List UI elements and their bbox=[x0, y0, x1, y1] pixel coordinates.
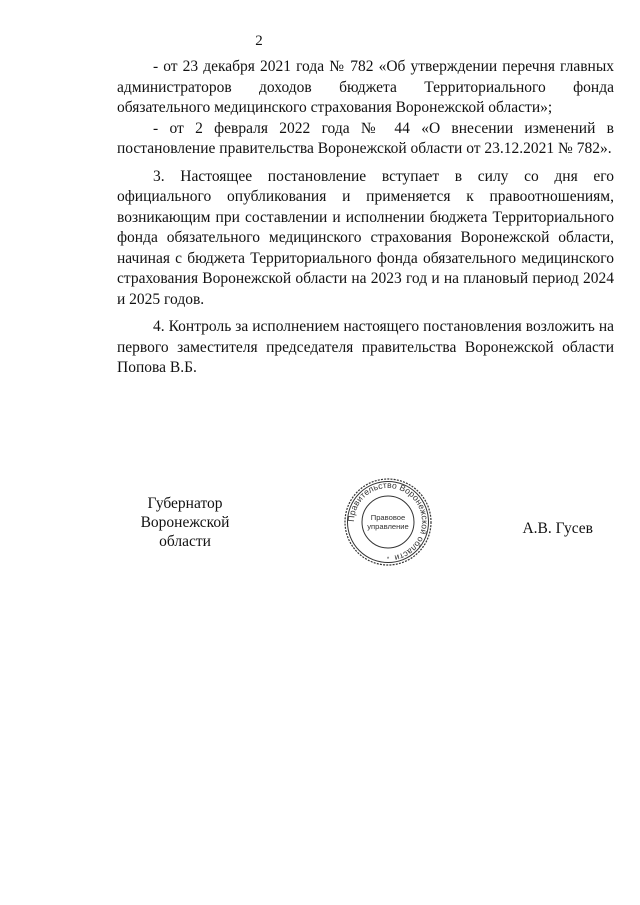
signatory-title bbox=[115, 494, 255, 551]
paragraph-item-4: 4. Контроль за исполнением настоящего постановления возложить на первого заместителя председателя правительства Воронежской области Попова В.Б. bbox=[117, 318, 614, 376]
official-seal bbox=[342, 476, 434, 568]
seal-graphic bbox=[342, 476, 434, 568]
signatory-name: А.В. Гусев bbox=[522, 520, 593, 537]
paragraph-decree-782: - от 23 декабря 2021 года № 782 «Об утверждении перечня главных администраторов доходов бюджета Территориального фонда обязательного медицинского страхования Воронежской области»; bbox=[117, 58, 614, 116]
paragraph-item-3: 3. Настоящее постановление вступает в силу со дня его официального опубликования и применяется к правоотношениям, возникающим при составлении и исполнении бюджета Территориального фонда обязательного медицинского страхования Воронежской области, начиная с бюджета Территориального фонда обязательного медицинского страхования Воронежской области на 2023 год и на плановый период 2024 и 2025 годов. bbox=[117, 167, 614, 308]
signature-block bbox=[115, 479, 615, 564]
svg-text:управление: управление bbox=[367, 522, 409, 531]
svg-text:Правительство Воронежской обла: Правительство Воронежской области bbox=[345, 479, 431, 564]
signatory-title-line2: Воронежской области bbox=[140, 514, 230, 550]
page-number: 2 bbox=[255, 33, 263, 49]
signatory-title-line1: Губернатор bbox=[147, 495, 223, 512]
svg-text:*: * bbox=[386, 557, 390, 563]
paragraph-decree-44: - от 2 февраля 2022 года № 44 «О внесении изменений в постановление правительства Воронежской области от 23.12.2021 № 782». bbox=[117, 119, 614, 157]
svg-text:Правовое: Правовое bbox=[370, 513, 406, 522]
document-body bbox=[117, 57, 614, 379]
